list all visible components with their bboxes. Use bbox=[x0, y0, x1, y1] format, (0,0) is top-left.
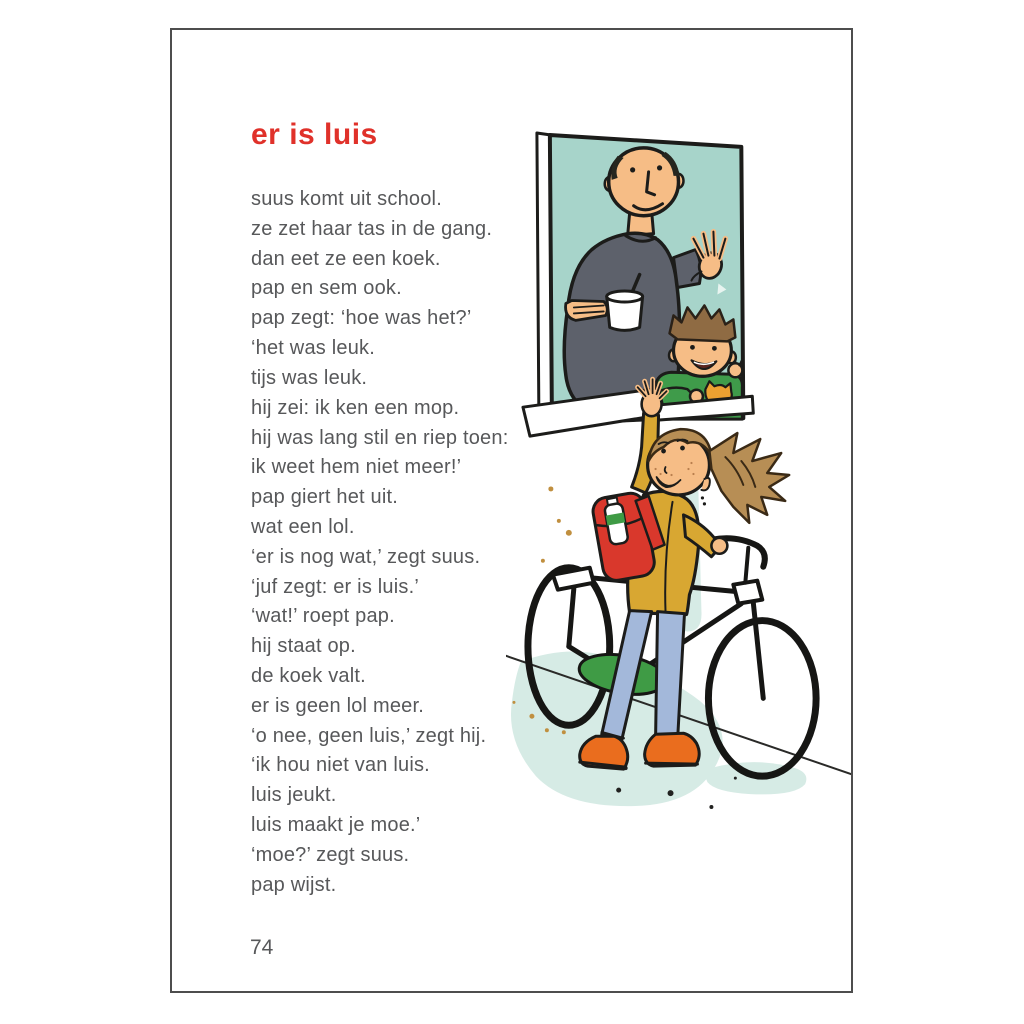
story-line: ‘er is nog wat,’ zegt suus. bbox=[251, 545, 481, 568]
book-page bbox=[170, 28, 853, 993]
story-line: pap wijst. bbox=[251, 873, 337, 896]
story-line: luis jeukt. bbox=[251, 784, 337, 807]
page-number: 74 bbox=[250, 936, 274, 959]
story-line: ‘o nee, geen luis,’ zegt hij. bbox=[251, 724, 487, 747]
story-line: ‘het was leuk. bbox=[251, 337, 375, 360]
story-line: ‘ik hou niet van luis. bbox=[251, 754, 430, 777]
story-line: ik weet hem niet meer!’ bbox=[251, 456, 462, 479]
story-line: suus komt uit school. bbox=[251, 188, 442, 210]
story-line: hij zei: ik ken een mop. bbox=[251, 396, 460, 419]
story-line: ‘wat!’ roept pap. bbox=[251, 605, 395, 628]
story-line: pap zegt: ‘hoe was het?’ bbox=[251, 307, 472, 330]
story-line: tijs was leuk. bbox=[251, 366, 368, 389]
story-line: pap en sem ook. bbox=[251, 277, 402, 300]
story-line: wat een lol. bbox=[251, 515, 355, 538]
ponytail bbox=[709, 433, 789, 523]
story-line: er is geen lol meer. bbox=[251, 694, 424, 717]
illustration bbox=[506, 117, 853, 822]
story-line: de koek valt. bbox=[251, 665, 366, 687]
story-line: hij was lang stil en riep toen: bbox=[251, 426, 509, 449]
story-line: ‘juf zegt: er is luis.’ bbox=[251, 575, 419, 598]
story-line: dan eet ze een koek. bbox=[251, 247, 441, 270]
story-line: pap giert het uit. bbox=[251, 486, 399, 509]
head-tube bbox=[733, 581, 762, 604]
story-line: ‘moe?’ zegt suus. bbox=[251, 843, 410, 866]
story-line: hij staat op. bbox=[251, 635, 356, 658]
page-title: er is luis bbox=[251, 118, 378, 151]
story-line: luis maakt je moe.’ bbox=[251, 814, 421, 837]
story-line: ze zet haar tas in de gang. bbox=[251, 217, 493, 240]
